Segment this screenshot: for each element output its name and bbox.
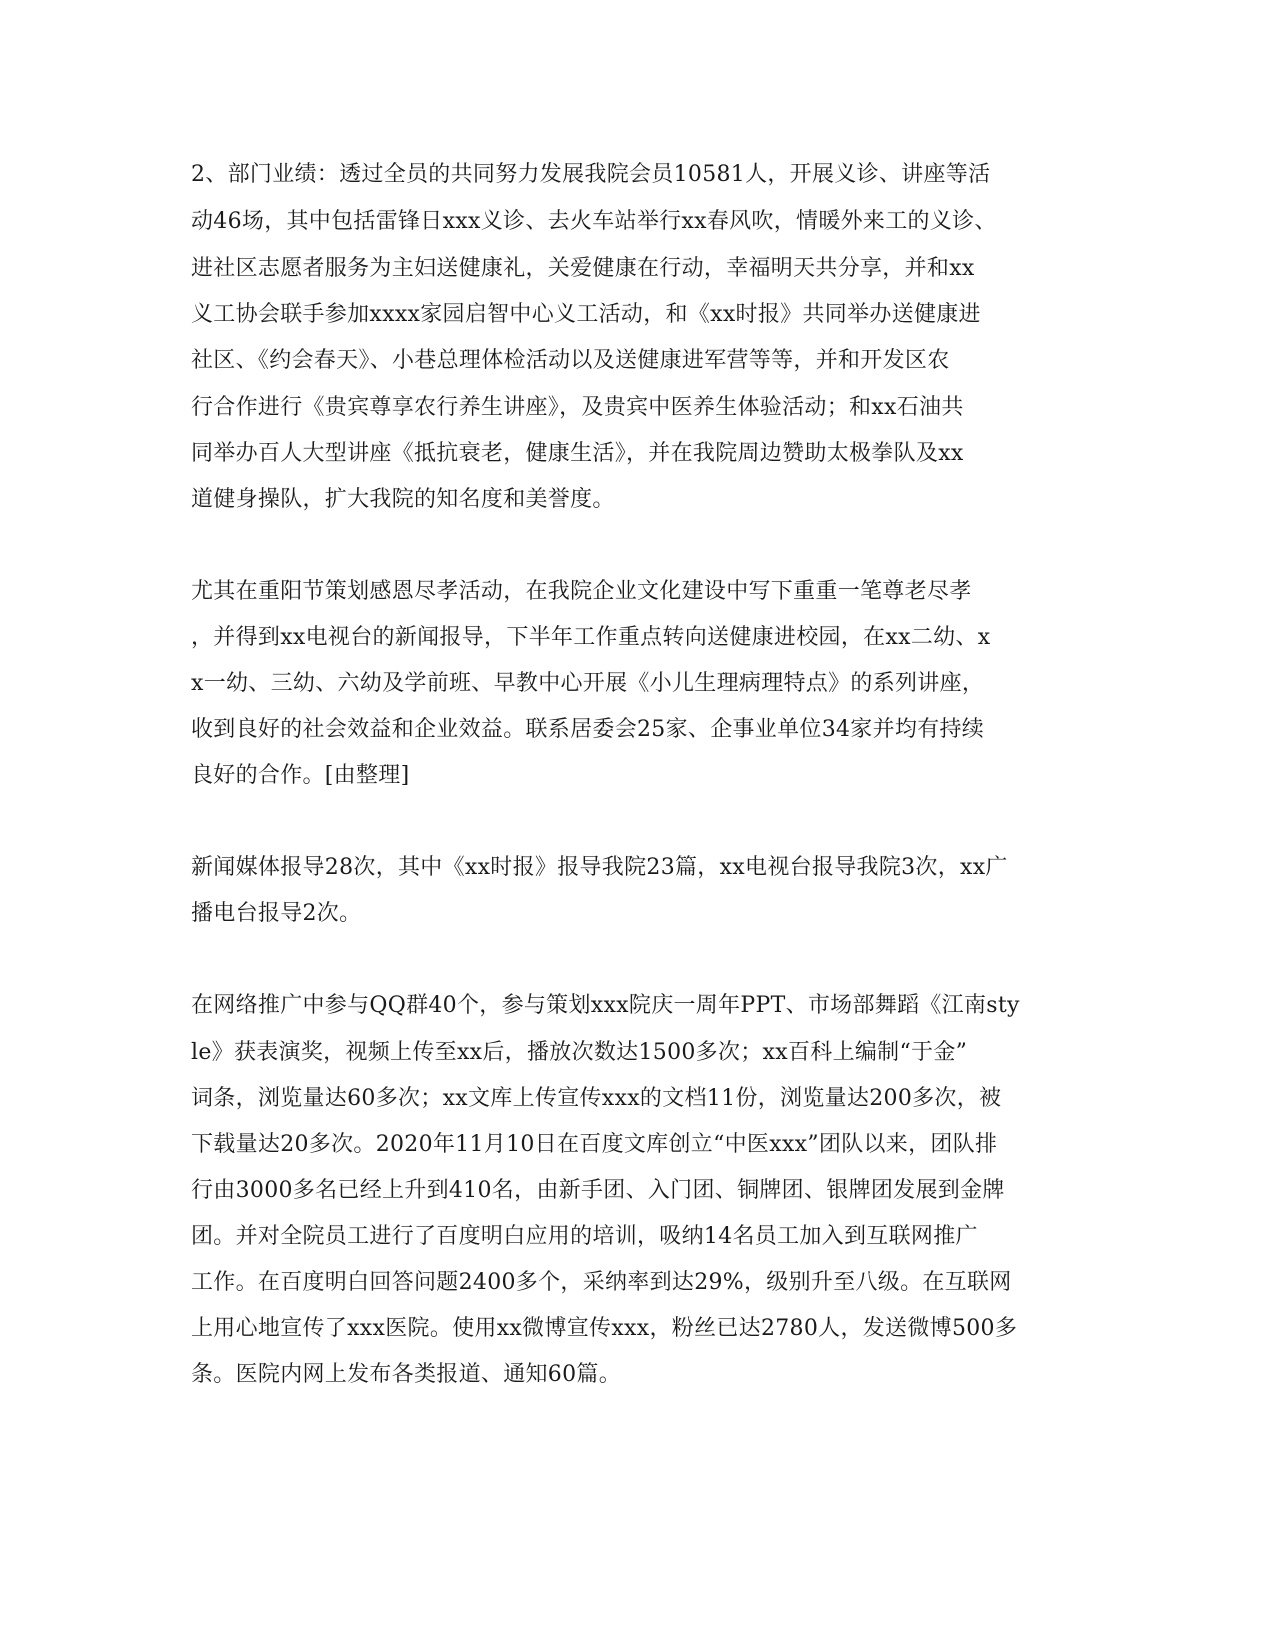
paragraph-4-line-6: 团。并对全院员工进行了百度明白应用的培训，吸纳14名员工加入到互联网推广 bbox=[191, 1224, 978, 1249]
paragraph-4-line-2: le》获表演奖，视频上传至xx后，播放次数达1500多次；xx百科上编制“于金” bbox=[191, 1040, 968, 1065]
paragraph-2-line-2: ，并得到xx电视台的新闻报导，下半年工作重点转向送健康进校园，在xx二幼、x bbox=[191, 625, 991, 650]
paragraph-4-line-3: 词条，浏览量达60多次；xx文库上传宣传xxx的文档11份，浏览量达200多次，被 bbox=[191, 1086, 1002, 1111]
paragraph-1-line-5: 社区、《约会春天》、小巷总理体检活动以及送健康进军营等等，并和开发区农 bbox=[191, 348, 950, 373]
paragraph-3-line-1: 新闻媒体报导28次，其中《xx时报》报导我院23篇，xx电视台报导我院3次，xx广 bbox=[191, 855, 1008, 880]
paragraph-4-line-7: 工作。在百度明白回答问题2400多个，采纳率到达29%，级别升至八级。在互联网 bbox=[191, 1270, 1012, 1295]
paragraph-4-line-9: 条。医院内网上发布各类报道、通知60篇。 bbox=[191, 1362, 621, 1387]
paragraph-4-line-4: 下载量达20多次。2020年11月10日在百度文库创立“中医xxx”团队以来，团队排 bbox=[191, 1132, 998, 1157]
paragraph-4-line-1: 在网络推广中参与QQ群40个，参与策划xxx院庆一周年PPT、市场部舞蹈《江南sty bbox=[191, 993, 1020, 1018]
paragraph-3-line-2: 播电台报导2次。 bbox=[191, 901, 362, 926]
paragraph-4-line-5: 行由3000多名已经上升到410名，由新手团、入门团、铜牌团、银牌团发展到金牌 bbox=[191, 1178, 1005, 1203]
paragraph-1-line-2: 动46场，其中包括雷锋日xxx义诊、去火车站举行xx春风吹，情暖外来工的义诊、 bbox=[191, 209, 997, 234]
paragraph-1-line-6: 行合作进行《贵宾尊享农行养生讲座》，及贵宾中医养生体验活动；和xx石油共 bbox=[191, 395, 964, 420]
paragraph-4-line-8: 上用心地宣传了xxx医院。使用xx微博宣传xxx，粉丝已达2780人，发送微博500多 bbox=[191, 1316, 1018, 1341]
paragraph-1-line-4: 义工协会联手参加xxxx家园启智中心义工活动，和《xx时报》共同举办送健康进 bbox=[191, 302, 981, 327]
paragraph-1-line-3: 进社区志愿者服务为主妇送健康礼，关爱健康在行动，幸福明天共分享，并和xx bbox=[191, 256, 975, 281]
paragraph-1-line-7: 同举办百人大型讲座《抵抗衰老，健康生活》，并在我院周边赞助太极拳队及xx bbox=[191, 441, 964, 466]
paragraph-2-line-1: 尤其在重阳节策划感恩尽孝活动，在我院企业文化建设中写下重重一笔尊老尽孝 bbox=[191, 579, 972, 604]
paragraph-1-line-1: 2、部门业绩：透过全员的共同努力发展我院会员10581人，开展义诊、讲座等活 bbox=[191, 162, 991, 187]
paragraph-2-line-5: 良好的合作。[由整理] bbox=[191, 763, 410, 788]
paragraph-2-line-4: 收到良好的社会效益和企业效益。联系居委会25家、企事业单位34家并均有持续 bbox=[191, 717, 985, 742]
paragraph-2-line-3: x一幼、三幼、六幼及学前班、早教中心开展《小儿生理病理特点》的系列讲座， bbox=[191, 671, 985, 696]
paragraph-1-line-8: 道健身操队，扩大我院的知名度和美誉度。 bbox=[191, 487, 615, 512]
